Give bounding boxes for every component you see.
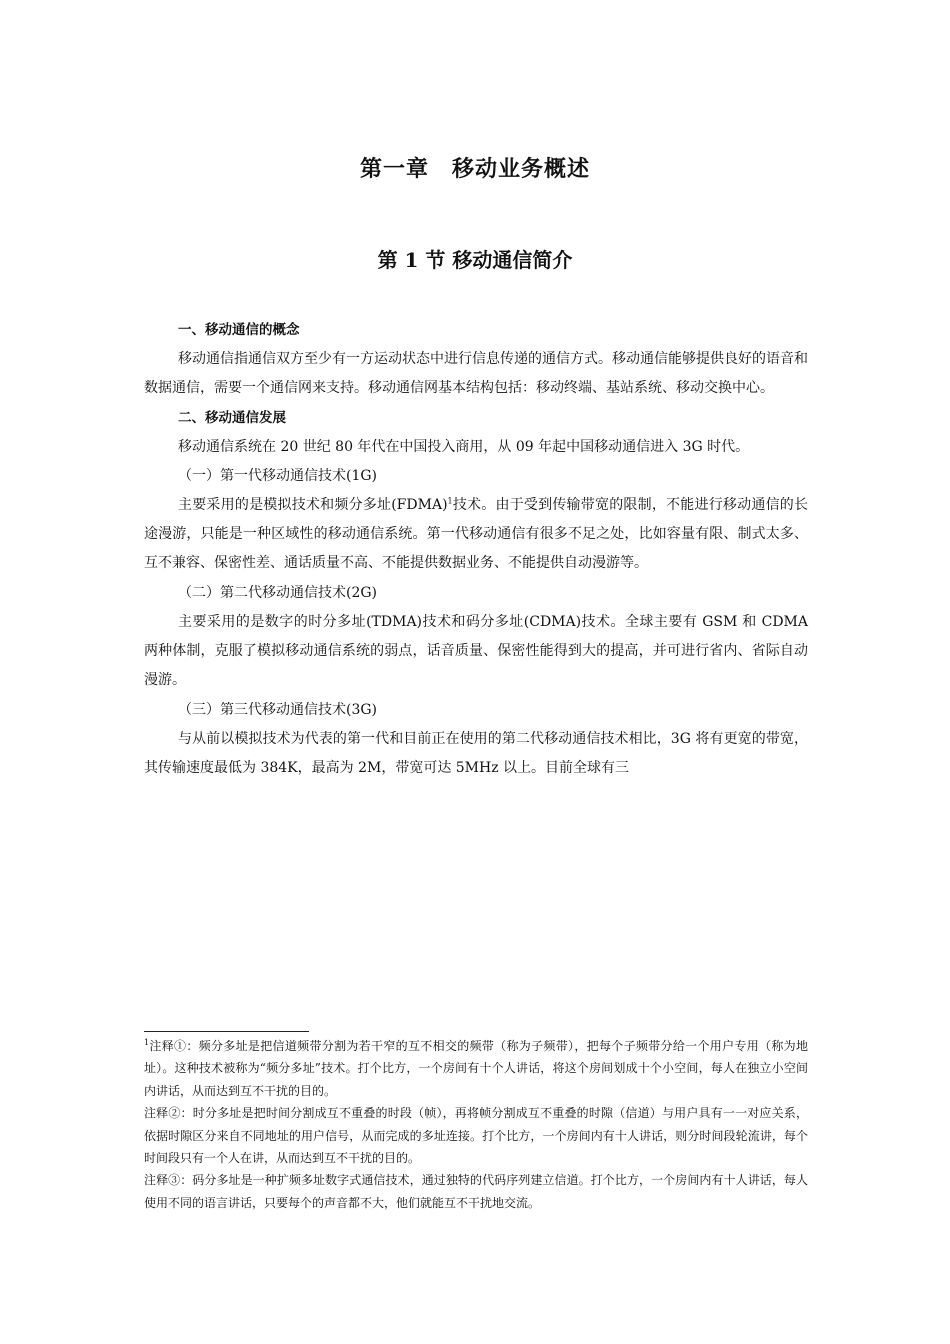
footnote-1-mark: 1 xyxy=(144,1038,150,1047)
chapter-title: 第一章 移动业务概述 xyxy=(359,156,590,182)
subheading-3g: （三）第三代移动通信技术(3G) xyxy=(178,701,378,718)
paragraph-1g-part-b: 技术。由于受到传输带宽的限制，不能进行移动通信的长途漫游，只能是一种区域性的移动通信系统。第一代移动通信有很多不足之处，比如容量有限、制式太多、互不兼容、保密性差、通话质量不高、不能提供数据业务、不能提供自动漫游等。 xyxy=(144,496,808,572)
paragraph-development: 移动通信系统在 20 世纪 80 年代在中国投入商用，从 09 年起中国移动通信进入 3G 时代。 xyxy=(178,438,750,455)
footnote-2: 注释②：时分多址是把时间分割成互不重叠的时段（帧），再将帧分割成互不重叠的时隙（信道）与用户具有一一对应关系，依据时隙区分来自不同地址的用户信号，从而完成的多址连接。打个比方，一个房间内有十人讲话，则分时间段轮流讲，每个时间段只有一个人在讲，从而达到互不干扰的目的。 xyxy=(144,1106,808,1166)
footnote-reference[interactable]: 1 xyxy=(447,496,453,506)
footnote-1 xyxy=(144,1035,808,1102)
heading-concept: 一、移动通信的概念 xyxy=(178,322,300,338)
paragraph-concept: 移动通信指通信双方至少有一方运动状态中进行信息传递的通信方式。移动通信能够提供良好的语音和数据通信，需要一个通信网来支持。移动通信网基本结构包括：移动终端、基站系统、移动交换中心。 xyxy=(144,351,808,397)
section-title: 第 1 节 移动通信简介 xyxy=(377,248,573,272)
paragraph-1g-part-a: 主要采用的是模拟技术和频分多址(FDMA) xyxy=(178,496,448,513)
footnote-3: 注释③：码分多址是一种扩频多址数字式通信技术，通过独特的代码序列建立信道。打个比方，一个房间内有十人讲话，每人使用不同的语言讲话，只要每个的声音都不大，他们就能互不干扰地交流。 xyxy=(144,1173,808,1210)
subheading-1g: （一）第一代移动通信技术(1G) xyxy=(178,467,378,484)
footnote-1-text: 注释①：频分多址是把信道频带分割为若干窄的互不相交的频带（称为子频带），把每个子频带分给一个用户专用（称为地址）。这种技术被称为“频分多址”技术。打个比方，一个房间有十个人讲话，将这个房间划成十个小空间，每人在独立小空间内讲话，从而达到互不干扰的目的。 xyxy=(144,1039,808,1098)
paragraph-3g: 与从前以模拟技术为代表的第一代和目前正在使用的第二代移动通信技术相比，3G 将有更宽的带宽，其传输速度最低为 384K，最高为 2M，带宽可达 5MHz 以上。目前全球有三 xyxy=(144,730,808,776)
paragraph-2g: 主要采用的是数字的时分多址(TDMA)技术和码分多址(CDMA)技术。全球主要有 GSM 和 CDMA 两种体制，克服了模拟移动通信系统的弱点，话音质量、保密性能得到大的提高，并可进行省内、省际自动漫游。 xyxy=(144,613,808,689)
heading-development: 二、移动通信发展 xyxy=(178,409,286,426)
footnotes xyxy=(144,1035,808,1214)
paragraph-1g xyxy=(144,491,808,579)
body-text xyxy=(144,316,808,783)
footnote-divider xyxy=(144,1031,309,1032)
subheading-2g: （二）第二代移动通信技术(2G) xyxy=(178,584,378,601)
